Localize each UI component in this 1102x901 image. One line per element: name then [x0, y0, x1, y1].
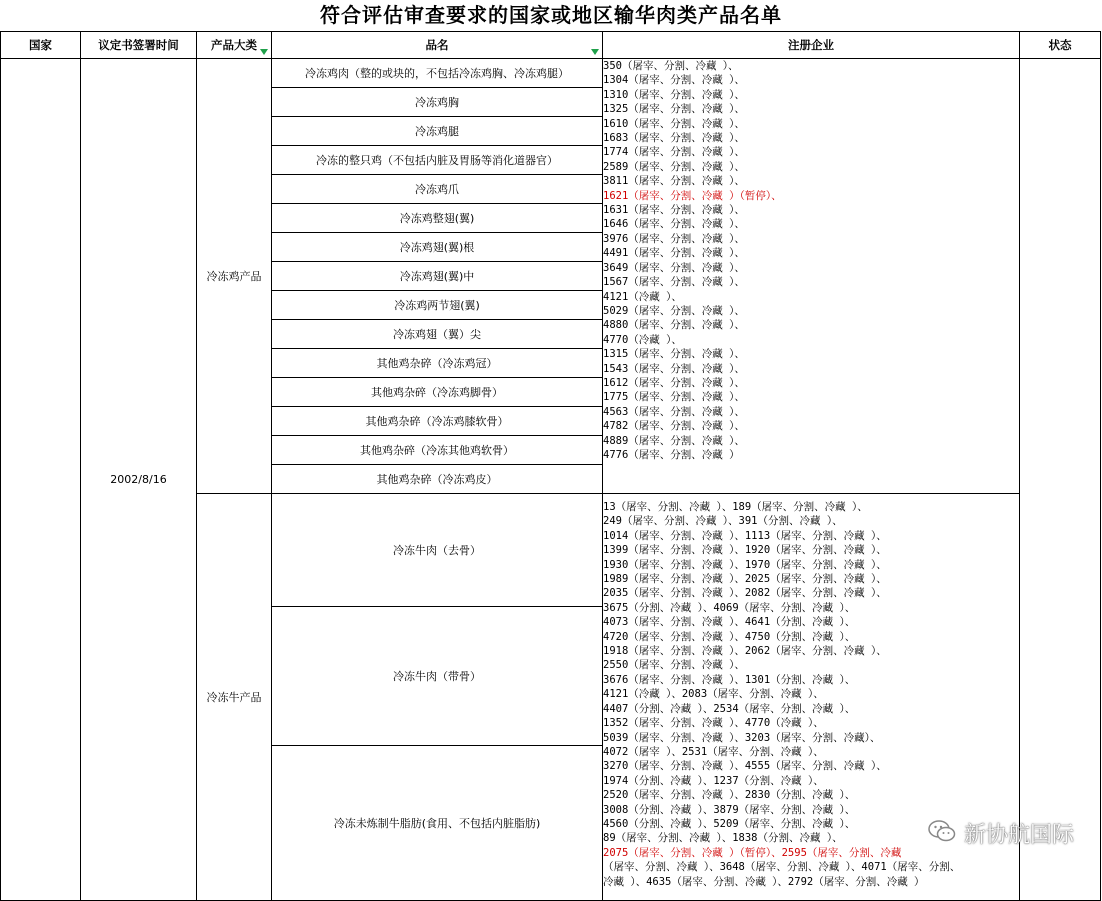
enterprise-entry: 4407（分割、冷藏 ）、2534（屠宰、分割、冷藏 ）、: [603, 702, 856, 715]
product-cell: 其他鸡杂碎（冷冻鸡皮）: [272, 465, 603, 494]
watermark-text: 新协航国际: [963, 823, 1074, 848]
enterprise-entry: 1621（屠宰、分割、冷藏 ）（暂停）、: [603, 189, 782, 202]
enterprise-entry: 4560（分割、冷藏 ）、5209（屠宰、分割、冷藏 ）、: [603, 817, 856, 830]
enterprise-entry: 2520（屠宰、分割、冷藏 ）、2830（分割、冷藏 ）、: [603, 789, 856, 802]
filter-dropdown-icon[interactable]: [591, 49, 599, 55]
enterprise-entry: 1775（屠宰、分割、冷藏 ）、: [603, 391, 745, 404]
product-cell: 其他鸡杂碎（冷冻鸡膝软骨）: [272, 407, 603, 436]
enterprise-entry: 1567（屠宰、分割、冷藏 ）、: [603, 276, 745, 289]
enterprise-entry: 1543（屠宰、分割、冷藏 ）、: [603, 362, 745, 375]
enterprise-entry: 3811（屠宰、分割、冷藏 ）、: [603, 175, 745, 188]
enterprise-entry: 冷藏 ）、4635（屠宰、分割、冷藏 ）、2792（屠宰、分割、冷藏 ）: [603, 875, 925, 888]
country-cell: [1, 59, 81, 901]
header-sign-time: 议定书签署时间: [81, 32, 197, 59]
enterprise-entry: 4889（屠宰、分割、冷藏 ）、: [603, 434, 745, 447]
enterprise-entry: 1304（屠宰、分割、冷藏 ）、: [603, 74, 745, 87]
enterprise-entry: 1325（屠宰、分割、冷藏 ）、: [603, 103, 745, 116]
enterprise-entry: 4121（冷藏 ）、: [603, 290, 682, 303]
enterprise-entry: 1974（分割、冷藏 ）、1237（分割、冷藏 ）、: [603, 774, 824, 787]
enterprise-entry: 4491（屠宰、分割、冷藏 ）、: [603, 247, 745, 260]
product-cell: 冷冻鸡肉（整的或块的，不包括冷冻鸡胸、冷冻鸡腿）: [272, 59, 603, 88]
enterprise-entry: 3675（分割、冷藏 ）、4069（屠宰、分割、冷藏 ）、: [603, 601, 856, 614]
enterprise-entry: 350（屠宰、分割、冷藏 ）、: [603, 60, 739, 72]
product-cell: 冷冻鸡爪: [272, 175, 603, 204]
enterprise-entry: 5029（屠宰、分割、冷藏 ）、: [603, 304, 745, 317]
product-cell: 冷冻鸡胸: [272, 88, 603, 117]
enterprise-entry: 4776（屠宰、分割、冷藏 ）: [603, 448, 740, 461]
enterprise-entry: 1989（屠宰、分割、冷藏 ）、2025（屠宰、分割、冷藏 ）、: [603, 573, 887, 586]
enterprise-entry: 1352（屠宰、分割、冷藏 ）、4770（冷藏 ）、: [603, 717, 824, 730]
enterprise-entry: 2589（屠宰、分割、冷藏 ）、: [603, 160, 745, 173]
enterprise-entry: 3270（屠宰、分割、冷藏 ）、4555（屠宰、分割、冷藏 ）、: [603, 760, 887, 773]
enterprise-entry: 1610（屠宰、分割、冷藏 ）、: [603, 117, 745, 130]
enterprise-entry: 2550（屠宰、分割、冷藏 ）、: [603, 659, 745, 672]
enterprise-cell: [603, 59, 1020, 494]
enterprise-entry: 1683（屠宰、分割、冷藏 ）、: [603, 132, 745, 145]
enterprise-entry: 3008（分割、冷藏 ）、3879（屠宰、分割、冷藏 ）、: [603, 803, 856, 816]
enterprise-cell: [603, 494, 1020, 901]
product-cell: 冷冻鸡整翅(翼): [272, 204, 603, 233]
enterprise-entry: 13（屠宰、分割、冷藏 ）、189（屠宰、分割、冷藏 ）、: [603, 501, 868, 513]
product-cell: 其他鸡杂碎（冷冻鸡脚骨）: [272, 378, 603, 407]
enterprise-entry: 1930（屠宰、分割、冷藏 ）、1970（屠宰、分割、冷藏 ）、: [603, 558, 887, 571]
enterprise-entry: 1014（屠宰、分割、冷藏 ）、1113（屠宰、分割、冷藏 ）、: [603, 529, 887, 542]
enterprise-entry: 1612（屠宰、分割、冷藏 ）、: [603, 376, 745, 389]
enterprise-entry: 4072（屠宰 ）、2531（屠宰、分割、冷藏 ）、: [603, 745, 824, 758]
product-cell: 冷冻鸡翅(翼)根: [272, 233, 603, 262]
enterprise-entry: 1774（屠宰、分割、冷藏 ）、: [603, 146, 745, 159]
category-cell: 冷冻牛产品: [197, 494, 272, 901]
watermark: [964, 818, 1074, 849]
filter-dropdown-icon[interactable]: [260, 49, 268, 55]
enterprise-entry: 1631（屠宰、分割、冷藏 ）、: [603, 204, 745, 217]
header-status: 状态: [1020, 32, 1101, 59]
enterprise-entry: 2075（屠宰、分割、冷藏 ）（暂停）、2595（屠宰、分割、冷藏: [603, 846, 902, 859]
enterprise-entry: 4880（屠宰、分割、冷藏 ）、: [603, 319, 745, 332]
product-cell: 冷冻鸡腿: [272, 117, 603, 146]
enterprise-entry: 249（屠宰、分割、冷藏 ）、391（分割、冷藏 ）、: [603, 515, 843, 528]
product-cell: 其他鸡杂碎（冷冻鸡冠）: [272, 349, 603, 378]
enterprise-entry: 89（屠宰、分割、冷藏 ）、1838（分割、冷藏 ）、: [603, 832, 843, 845]
enterprise-entry: 5039（屠宰、分割、冷藏 ）、3203（屠宰、分割、冷藏）、: [603, 731, 881, 744]
enterprise-entry: 3676（屠宰、分割、冷藏 ）、1301（分割、冷藏 ）、: [603, 673, 856, 686]
sign-date-cell: 2002/8/16: [81, 59, 197, 901]
header-product: 品名: [272, 32, 603, 59]
category-cell: 冷冻鸡产品: [197, 59, 272, 494]
sheet-title: 符合评估审查要求的国家或地区输华肉类产品名单: [320, 3, 782, 27]
enterprise-entry: 4770（冷藏 ）、: [603, 333, 682, 346]
enterprise-entry: 1315（屠宰、分割、冷藏 ）、: [603, 348, 745, 361]
enterprise-entry: 4720（屠宰、分割、冷藏 ）、4750（分割、冷藏 ）、: [603, 630, 856, 643]
enterprise-entry: 3976（屠宰、分割、冷藏 ）、: [603, 232, 745, 245]
enterprise-entry: 3649（屠宰、分割、冷藏 ）、: [603, 261, 745, 274]
header-enterprise: 注册企业: [603, 32, 1020, 59]
product-cell: 冷冻鸡两节翅(翼): [272, 291, 603, 320]
enterprise-entry: 4563（屠宰、分割、冷藏 ）、: [603, 405, 745, 418]
product-table: [0, 31, 1101, 901]
status-cell: [1020, 59, 1101, 901]
table-row: [1, 59, 1101, 88]
wechat-icon: [928, 820, 956, 842]
enterprise-entry: 2035（屠宰、分割、冷藏 ）、2082（屠宰、分割、冷藏 ）、: [603, 587, 887, 600]
product-cell: 冷冻牛肉（带骨）: [272, 607, 603, 746]
enterprise-entry: 1646（屠宰、分割、冷藏 ）、: [603, 218, 745, 231]
enterprise-entry: 1918（屠宰、分割、冷藏 ）、2062（屠宰、分割、冷藏 ）、: [603, 645, 887, 658]
product-cell: 其他鸡杂碎（冷冻其他鸡软骨）: [272, 436, 603, 465]
header-country: 国家: [1, 32, 81, 59]
product-cell: 冷冻牛肉（去骨）: [272, 494, 603, 607]
product-cell: 冷冻的整只鸡（不包括内脏及胃肠等消化道器官）: [272, 146, 603, 175]
enterprise-entry: 1399（屠宰、分割、冷藏 ）、1920（屠宰、分割、冷藏 ）、: [603, 544, 887, 557]
enterprise-entry: 4121（冷藏 ）、2083（屠宰、分割、冷藏 ）、: [603, 688, 824, 701]
enterprise-entry: 1310（屠宰、分割、冷藏 ）、: [603, 88, 745, 101]
enterprise-entry: 4073（屠宰、分割、冷藏 ）、4641（分割、冷藏 ）、: [603, 616, 856, 629]
product-cell: 冷冻鸡翅(翼)中: [272, 262, 603, 291]
enterprise-entry: 4782（屠宰、分割、冷藏 ）、: [603, 420, 745, 433]
enterprise-entry: （屠宰、分割、冷藏 ）、3648（屠宰、分割、冷藏 ）、4071（屠宰、分割、: [603, 861, 961, 874]
product-cell: 冷冻未炼制牛脂肪(食用、不包括内脏脂肪): [272, 746, 603, 901]
product-cell: 冷冻鸡翅（翼）尖: [272, 320, 603, 349]
header-category: 产品大类: [197, 32, 272, 59]
header-row: [1, 32, 1101, 59]
